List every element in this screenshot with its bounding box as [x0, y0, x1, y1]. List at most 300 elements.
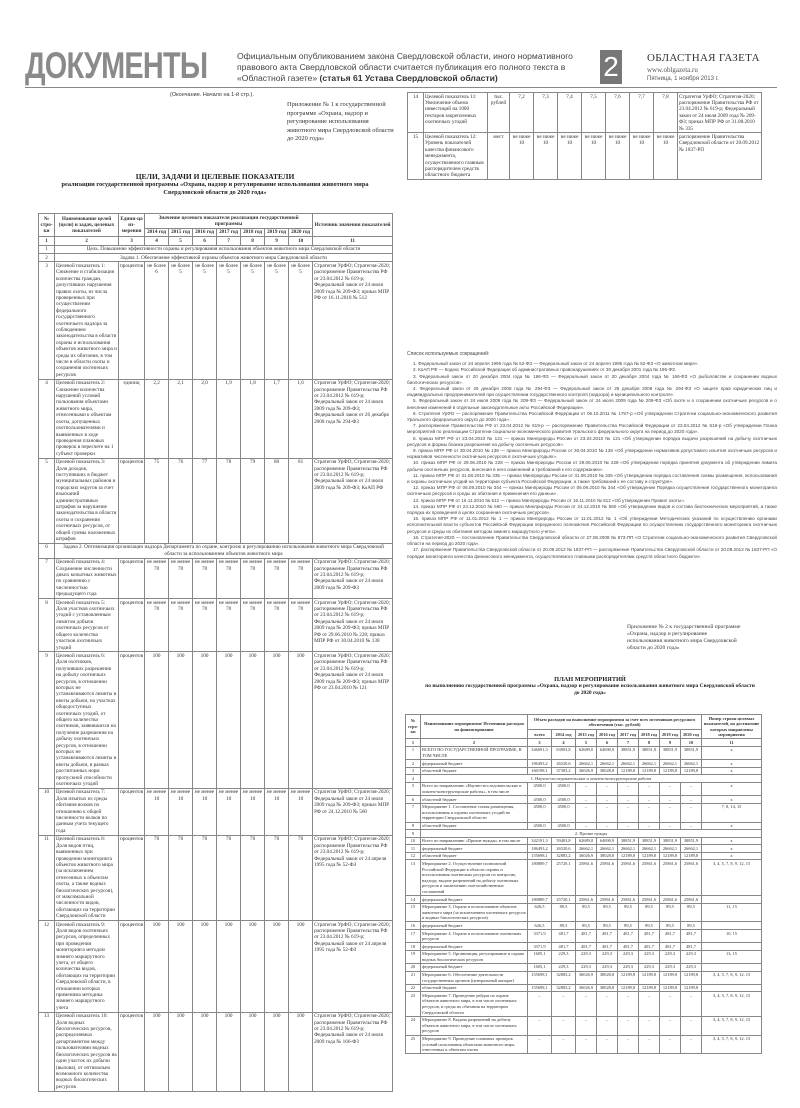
expense-value: 89,5 [552, 903, 576, 922]
table-row [406, 860, 762, 896]
indicator-value: 70 [193, 835, 217, 920]
row-number: 17 [406, 930, 421, 943]
table-row [39, 262, 393, 379]
row-number: 16 [406, 922, 421, 930]
expense-value: 36026,9 [576, 984, 597, 992]
indicator-value: 70 [289, 835, 313, 920]
indicator-value: не более 5 [241, 262, 265, 379]
indicator-value: 7,5 [582, 93, 606, 133]
row-number: 6 [406, 796, 421, 804]
abbreviation-item: 15. приказ МПР РФ от 11.01.2012 № 1 — приказ Минприроды России от 11.01.2012 № 1 «Об утверждении Методических указаний по осуществлению органами исполнительной власти субъектов Российской Федерации переданного полномочия Российской Федерации по осуществлению государственного мониторинга охотничьих ресурсов и среды их обитания методом зимнего маршрутного учета». [407, 516, 777, 534]
table-row [406, 822, 762, 830]
source: Стратегия УрФО; Стратегия-2020; распоряжение Правительства РФ от 23.04.2012 № 619-р; Федеральный закон от 24 июля 2009 года № 209-ФЗ [313, 558, 393, 598]
source: Стратегия УрФО; Стратегия-2020; распоряжение Правительства РФ от 23.04.2012 № 619-р; Федеральный закон от 24 июля 2009 года № 209-ФЗ; приказ МПР РФ от 16.11.2010 № 512 [313, 262, 393, 379]
activity-name: федеральный бюджет [421, 896, 528, 904]
indicator-value: не ниже 10 [510, 133, 534, 180]
row-number: 8 [39, 599, 55, 652]
expense-value: 481,7 [660, 930, 681, 943]
expense-value: – [552, 1035, 576, 1054]
expense-value: 12189,8 [681, 767, 702, 775]
expense-value: – [576, 1016, 597, 1035]
indicator-value: 2,2 [145, 379, 169, 458]
row-number: 5 [39, 458, 55, 543]
col-header-year: 2017 год [217, 228, 241, 236]
unit: процентов [119, 835, 145, 920]
col-number: 6 [597, 739, 618, 747]
abbreviation-item: 1. Федеральный закон от 24 апреля 1995 года № 52-ФЗ — Федеральный закон от 24 апреля 1995 года № 52-ФЗ «О животном мире». [413, 361, 699, 367]
indicator-value: не менее 70 [217, 558, 241, 598]
row-number: 1 [39, 245, 55, 253]
row-number: 4 [39, 379, 55, 458]
indicator-value: 100 [193, 921, 217, 1013]
indicator-value: 100 [217, 921, 241, 1013]
row-number: 10 [39, 788, 55, 835]
indicator-value: 7,8 [654, 93, 678, 133]
row-number: 18 [406, 943, 421, 951]
table-row [408, 133, 762, 180]
expense-value: 36026,9 [576, 852, 597, 860]
activity-name: федеральный бюджет [421, 845, 528, 853]
annex1-title-block [30, 172, 400, 197]
expense-value: – [552, 1016, 576, 1035]
source: Стратегия УрФО; Стратегия-2020; распоряжение Правительства РФ от 23.04.2012 № 619-р; Федеральный закон от 24 июля 2009 года № 166-ФЗ [313, 1012, 393, 1091]
col-header-year: 2019 год [265, 228, 289, 236]
expense-value: – [639, 1035, 660, 1054]
expense-value: – [660, 822, 681, 830]
expense-value: – [660, 782, 681, 795]
abbreviation-item: 11. приказ МПР РФ от 31.08.2010 № 335 — приказ Минприроды России от 31.08.2010 № 335 «Об утверждении порядка составления схемы размещения, использования и охраны охотничьих угодий на территории субъекта Российской Федерации, а также требований к ее составу и структуре». [407, 472, 777, 485]
row-number: 14 [408, 93, 424, 133]
expense-value: 481,7 [681, 943, 702, 951]
publication-notice [237, 51, 597, 84]
expense-value: 38028,8 [597, 852, 618, 860]
table-row [406, 1016, 762, 1035]
masthead [25, 45, 777, 88]
expense-value: 229,3 [681, 950, 702, 963]
table-row [406, 803, 762, 822]
table-row [406, 984, 762, 992]
expense-value: – [681, 1035, 702, 1054]
table-row [406, 767, 762, 775]
col-number: 3 [528, 739, 552, 747]
expense-value: 12189,8 [639, 984, 660, 992]
abbreviations-list [407, 351, 777, 560]
expense-value: – [681, 1016, 702, 1035]
section-row [406, 775, 762, 783]
indicator-name: Целевой показатель 8: Доля видов птиц, выявленных при проведении мониторинга объектов животного мира (за исключением отнесенных к объектам охоты, а также водных биологических ресурсов), от максимальной численности видов, обитающих на территории Свердловской области [55, 835, 119, 920]
expense-value: 25861,6 [681, 896, 702, 904]
expense-value: – [576, 1035, 597, 1054]
expense-value: 12189,8 [639, 767, 660, 775]
indicator-value: 7,3 [534, 93, 558, 133]
activity-name: областной бюджет [421, 767, 528, 775]
indicator-value: не менее 10 [169, 788, 193, 835]
col-header-year: всего [528, 730, 552, 739]
expense-value: 89,5 [576, 903, 597, 922]
col-number: 2 [55, 237, 119, 245]
expense-value: 26662,1 [639, 845, 660, 853]
indicator-value: 2,1 [169, 379, 193, 458]
expense-value: 26662,1 [681, 845, 702, 853]
expense-value: – [618, 782, 639, 795]
col-header-year: 2020 год [289, 228, 313, 236]
expense-value: 4500,0 [552, 822, 576, 830]
annex2-caption: Приложение № 2 к государственной программе «Охрана, надзор и регулирование использования животного мира Свердловской области до 2020 года» [627, 624, 741, 651]
abbreviation-item: 10. приказ МПР РФ от 29.06.2010 № 228 — приказ Минприроды России от 29.06.2010 № 228 «Об утверждении порядка принятия документа об утверждении лимита добычи охотничьих ресурсов, внесения в него изменений и требований к его содержанию». [407, 460, 777, 472]
expense-value: 229,3 [597, 963, 618, 971]
row-number: 15 [406, 903, 421, 922]
source: Стратегия УрФО; Стратегия-2020; распоряжение Правительства РФ от 23.04.2012 № 619-р; Федеральный закон от 24 июля 2009 года № 209-ФЗ; приказ МПР РФ от 29.06.2010 № 228; приказ МПР РФ от 30.04.2010 № 138 [313, 599, 393, 652]
indicator-value: 81 [289, 458, 313, 543]
indicator-value: 100 [145, 1012, 169, 1091]
expense-value: 481,7 [552, 943, 576, 951]
expense-value: 3371,9 [528, 930, 552, 943]
expense-value: 4500,0 [552, 796, 576, 804]
row-number: 3 [406, 767, 421, 775]
target-rows [702, 922, 762, 930]
source: Стратегия УрФО; Стратегия-2020; распоряжение Правительства РФ от 23.04.2012 № 619-р; Федеральный закон от 24 июля 2009 года № 209-ФЗ; приказ МПР РФ от 23.04.2010 № 121 [313, 652, 393, 789]
annex2-title: ПЛАН МЕРОПРИЯТИЙ [554, 676, 626, 683]
indicator-value: не менее 70 [193, 558, 217, 598]
col-header-source: Источник значения показателей [313, 214, 393, 237]
indicator-value: не менее 70 [265, 558, 289, 598]
expense-value: 38851,9 [639, 837, 660, 845]
abbreviations-heading: Список используемых сокращений: [407, 351, 490, 357]
abbreviation-item: 12. приказ МПР РФ от 06.09.2010 № 344 — приказ Минприроды России от 06.09.2010 № 344 «Об утверждении Порядка осуществления государственного мониторинга охотничьих ресурсов и среды их обитания и применения его данных». [407, 485, 777, 497]
expense-value: 481,7 [576, 943, 597, 951]
row-number: 21 [406, 971, 421, 984]
activity-name: областной бюджет [421, 984, 528, 992]
col-header-no: № стро-ки [406, 715, 421, 739]
activity-name: областной бюджет [421, 852, 528, 860]
expense-value: 481,7 [597, 943, 618, 951]
target-rows: х [702, 767, 762, 775]
indicator-value: 100 [265, 921, 289, 1013]
indicator-value: 100 [169, 652, 193, 789]
expense-value: 229,3 [660, 950, 681, 963]
newspaper-url[interactable]: www.oblgazeta.ru [647, 66, 698, 74]
row-number: 13 [39, 1012, 55, 1091]
col-header-year: 2016 год [193, 228, 217, 236]
abbreviation-item: 16. Стратегия-2020 — постановление Правительства Свердловской области от 27.08.2008 № 873-ПП «О Стратегии социально-экономического развития Свердловской области на период до 2020 года». [407, 534, 777, 547]
col-header-year: 2016 год [597, 730, 618, 739]
indicator-value: 100 [145, 652, 169, 789]
expense-value: – [597, 822, 618, 830]
expense-value: – [597, 992, 618, 1016]
col-number: 8 [241, 237, 265, 245]
table-row [406, 746, 762, 759]
expense-value: 229,3 [660, 963, 681, 971]
expense-value: 25861,6 [597, 860, 618, 896]
col-header-volume: Объем расходов на выполнение мероприятия за счет всех источников ресурсного обеспечения (тыс. рублей) [528, 715, 702, 730]
activity-name: Мероприятие 5. Организация, регулирование и охрана водных биологических ресурсов [421, 950, 528, 963]
table-row [39, 558, 393, 598]
row-number: 6 [39, 543, 55, 558]
expense-value: 89,5 [597, 903, 618, 922]
col-number: 5 [576, 739, 597, 747]
indicator-value: 100 [169, 1012, 193, 1091]
row-number: 7 [39, 558, 55, 598]
expense-value: 89,5 [639, 922, 660, 930]
indicator-value: не менее 10 [265, 788, 289, 835]
target-rows: 11, 15 [702, 903, 762, 922]
indicator-value: 70 [241, 835, 265, 920]
abbreviation-item: 6. Стратегия УрФО — распоряжение Правительства Российской Федерации от 06.10.2011 № 1757-р «Об утверждении Стратегии социально-экономического развития Уральского федерального округа до 2020 года». [407, 410, 777, 423]
expense-value: 12189,8 [618, 852, 639, 860]
expense-value: 186493,2 [528, 760, 552, 768]
expense-value: – [681, 796, 702, 804]
col-number: 1 [39, 237, 55, 245]
expense-value: 25861,6 [639, 860, 660, 896]
indicator-value: не менее 70 [193, 599, 217, 652]
expense-value: – [597, 803, 618, 822]
row-number: 15 [408, 133, 424, 180]
annex2-subtitle: по выполнению государственной программы «Охрана, надзор и регулирование использования животного мира Свердловской области до 2020 года» [425, 683, 755, 696]
col-header-year: 2014 год [552, 730, 576, 739]
expense-value: 3371,9 [528, 943, 552, 951]
table-row [408, 93, 762, 133]
source: распоряжение Правительства Свердловской области от 20.09.2012 № 1837-РП [678, 133, 762, 180]
abbreviation-item: 8. приказ МПР РФ от 23.04.2010 № 121 — приказ Минприроды России от 23.04.2010 № 121 «Об утверждении порядка выдачи разрешений на добычу охотничьих ресурсов и формы бланка разрешения на добычу охотничьих ресурсов». [407, 435, 777, 447]
indicator-value: не ниже 10 [654, 133, 678, 180]
unit: мест [488, 133, 510, 180]
indicator-value: не менее 70 [241, 599, 265, 652]
expense-value: 4500,0 [528, 803, 552, 822]
expense-value: 26662,1 [639, 760, 660, 768]
expense-value: 26662,1 [597, 845, 618, 853]
expense-value: 12189,8 [681, 971, 702, 984]
activity-name: Мероприятие 4. Охрана и использование охотничьих ресурсов [421, 930, 528, 943]
expense-value: 229,3 [576, 950, 597, 963]
indicator-value: 100 [265, 652, 289, 789]
expense-value: 25861,6 [618, 896, 639, 904]
table-row [406, 950, 762, 963]
expense-value: 481,7 [639, 930, 660, 943]
indicator-value: 1,9 [217, 379, 241, 458]
row-number: 24 [406, 1016, 421, 1035]
expense-value: – [618, 1016, 639, 1035]
activity-name: Мероприятие 9. Проведение плановых проверок условий пользования объектами животного мира, отнесенных к объектам охоты [421, 1035, 528, 1054]
indicator-name: Целевой показатель 4: Сохранение численности диких копытных животных по сравнению с численностью предыдущего года [56, 559, 117, 598]
indicator-value: 100 [193, 652, 217, 789]
indicator-value: 100 [289, 921, 313, 1013]
expense-value: 26662,1 [660, 760, 681, 768]
table-row [39, 835, 393, 920]
expense-value: 38028,8 [597, 984, 618, 992]
expense-value: – [528, 1016, 552, 1035]
annex1-caption: Приложение № 1 к государственной программе «Охрана, надзор и регулирование использования животного мира Свердловской области до 2020 года» [287, 101, 394, 142]
expense-value: 1605,1 [528, 963, 552, 971]
table-row [406, 963, 762, 971]
row-number: 19 [406, 950, 421, 963]
expense-value: – [618, 822, 639, 830]
indicator-name: Целевой показатель 1: Снижение и стабилизация количества граждан, допустивших нарушения правил охоты, из числа проверенных при осуществлении федерального государственного охотничьего надзора за соблюдением законодательства в области охраны и использования объектов животного мира и среды их обитания, в том числе в области охоты и сохранения охотничьих ресурсов [56, 262, 117, 378]
expense-value: – [681, 803, 702, 822]
expense-value: – [528, 1035, 552, 1054]
section-title: 1. Научно-исследовательские и опытно-конструкторские работы [421, 775, 762, 783]
table-row [406, 760, 762, 768]
table-row [406, 971, 762, 984]
row-number: 11 [406, 845, 421, 853]
expense-value: – [681, 992, 702, 1016]
unit: процентов [119, 1012, 145, 1091]
col-header-name: Наименование целей (цели) и задач, целевых показателей [55, 214, 119, 237]
col-number: 11 [702, 739, 762, 747]
row-number: 12 [406, 852, 421, 860]
expense-value: 481,7 [660, 943, 681, 951]
expense-value: – [639, 822, 660, 830]
expense-value: – [660, 803, 681, 822]
expense-value: 25720,1 [552, 896, 576, 904]
target-rows: 10, 15 [702, 930, 762, 943]
expense-value: – [660, 796, 681, 804]
row-number: 7 [406, 803, 421, 822]
expense-value: 89,5 [618, 922, 639, 930]
expense-value: 229,3 [597, 950, 618, 963]
expense-value: 89,5 [681, 922, 702, 930]
target-rows: х [702, 822, 762, 830]
expense-value: 229,3 [552, 963, 576, 971]
indicator-name: Целевой показатель 12: Уровень показателей качества финансового менеджмента, осуществляемого главным распорядителем средств областного бюджета [424, 133, 488, 180]
expense-value: 481,7 [576, 930, 597, 943]
indicator-value: не менее 70 [169, 558, 193, 598]
expense-value: 4500,0 [528, 796, 552, 804]
row-number: 11 [39, 835, 55, 920]
indicator-value: 1,8 [241, 379, 265, 458]
expense-value: 25861,6 [618, 860, 639, 896]
unit: единиц [119, 379, 145, 458]
row-number: 9 [39, 652, 55, 789]
expense-value: 25861,6 [576, 896, 597, 904]
expense-value: 32883,2 [552, 971, 576, 984]
activity-name: федеральный бюджет [421, 922, 528, 930]
expense-value: 346691,3 [528, 746, 552, 759]
table-row [406, 943, 762, 951]
expense-value: 89,5 [576, 922, 597, 930]
indicator-name: Целевой показатель 5: Доля участков охотничьих угодий с установленным лимитом добычи охотничьих ресурсов от общего количества участков охотничьих угодий [55, 599, 119, 652]
target-rows: 13, 15 [702, 950, 762, 963]
abbreviation-item: 7. распоряжение Правительства РФ от 23.04.2012 № 619-р — распоряжение Правительства Российской Федерации от 23.04.2012 № 619-р «Об утверждении Плана мероприятий по реализации Стратегии социально-экономического развития Уральского федерального округа на период до 2020 года». [407, 423, 777, 435]
col-number: 5 [169, 237, 193, 245]
expense-value: 36026,9 [576, 767, 597, 775]
indicator-value: не менее 70 [241, 558, 265, 598]
row-number: 20 [406, 963, 421, 971]
table-row [406, 1035, 762, 1054]
expense-value: 26662,1 [618, 760, 639, 768]
target-rows: х [702, 845, 762, 853]
expense-value: 481,7 [597, 930, 618, 943]
expense-value: – [552, 992, 576, 1016]
col-header-year: 2018 год [639, 730, 660, 739]
col-header-year: 2020 год [681, 730, 702, 739]
indicator-value: 78 [217, 458, 241, 543]
notice-bold: (статья 61 Устава Свердловской области) [319, 73, 498, 83]
row-number: 5 [406, 782, 421, 795]
expense-value: 89,5 [552, 922, 576, 930]
expense-value: 64690,9 [597, 746, 618, 759]
target-rows [702, 963, 762, 971]
expense-value: – [597, 796, 618, 804]
indicator-name: Целевой показатель 6: Доля охотников, получивших разрешения на добычу охотничьих ресурсов, в отношении которых не устанавливаются лимиты и квоты добычи, на участках общедоступных охотничьих угодий, от общего количества охотников, заявившихся на получение разрешения на добычу охотничьих ресурсов, в отношении которых не устанавливаются лимиты и квоты добычи, в рамках рассчитанных норм пропускной способности охотничьих угодий [55, 652, 119, 789]
section-row [39, 245, 393, 253]
indicator-name: Целевой показатель 3: Доля доходов, поступивших в бюджет муниципальных районов и городских округов за счет взысканий административных штрафов за нарушение законодательства в области охоты и сохранения охотничьих ресурсов, от общей суммы наложенных штрафов [55, 458, 119, 543]
expense-value: 155698,1 [528, 971, 552, 984]
indicator-value: 1,7 [265, 379, 289, 458]
activity-name: Всего по направлению «Прочие нужды» в том числе [421, 837, 528, 845]
activity-name: Мероприятие 6. Обеспечение деятельности государственных органов (центральный аппарат) [421, 971, 528, 984]
indicator-value: 77 [193, 458, 217, 543]
expense-value: 4500,0 [528, 822, 552, 830]
expense-value: 89,5 [660, 903, 681, 922]
indicator-value: не менее 10 [217, 788, 241, 835]
expense-value: – [576, 822, 597, 830]
indicator-value: не менее 70 [265, 599, 289, 652]
table-row [406, 930, 762, 943]
expense-value: 186493,2 [528, 845, 552, 853]
col-number: 9 [660, 739, 681, 747]
indicator-value: 2,0 [193, 379, 217, 458]
expense-value: – [639, 796, 660, 804]
table-row [39, 921, 393, 1013]
expense-value: – [576, 796, 597, 804]
indicator-value: 100 [193, 1012, 217, 1091]
target-rows [702, 984, 762, 992]
table-row [39, 379, 393, 458]
indicator-value: 79 [241, 458, 265, 543]
table-row [406, 796, 762, 804]
expense-value: – [618, 796, 639, 804]
indicator-name: Целевой показатель 9: Доля видов охотничьих ресурсов, определенных при проведении мониторинга методом зимнего маршрутного учета, от общего количества видов, обитающих на территории Свердловской области, в отношении которых применима методика зимнего маршрутного учета [55, 921, 119, 1013]
indicator-value: 80 [265, 458, 289, 543]
col-number: 2 [421, 739, 528, 747]
section-row [39, 543, 393, 558]
indicator-value: 100 [241, 1012, 265, 1091]
expense-value: 38851,9 [660, 746, 681, 759]
expense-value: 1605,1 [528, 950, 552, 963]
expense-value: 38028,8 [597, 767, 618, 775]
indicator-value: 75 [145, 458, 169, 543]
table-row [406, 845, 762, 853]
expense-value: 12189,8 [618, 971, 639, 984]
table-row [406, 903, 762, 922]
expense-value: – [639, 992, 660, 1016]
col-header-year: 2014 год [145, 228, 169, 236]
unit: тыс. рублей [488, 93, 510, 133]
indicator-value: 100 [145, 921, 169, 1013]
indicator-value: не ниже 10 [534, 133, 558, 180]
annex2-title-block [405, 676, 775, 697]
expense-value: 229,3 [552, 950, 576, 963]
indicator-value: не менее 10 [145, 788, 169, 835]
activity-name: федеральный бюджет [421, 963, 528, 971]
expense-value: 481,7 [552, 930, 576, 943]
expense-value: – [681, 822, 702, 830]
indicator-value: 70 [217, 835, 241, 920]
col-header-target: Номер строки целевых показателей, на достижение которых направлены мероприятия [702, 715, 762, 739]
col-number: 10 [681, 739, 702, 747]
unit: процентов [119, 599, 145, 652]
expense-value: 38851,9 [681, 837, 702, 845]
row-number: 12 [39, 921, 55, 1013]
expense-value: 89,5 [681, 903, 702, 922]
action-plan-table [405, 714, 762, 1054]
expense-value: 12189,8 [660, 852, 681, 860]
annex1-subtitle: реализации государственной программы «Охрана, надзор и регулирование использования животного мира Свердловской области до 2020 года» [61, 181, 369, 196]
unit: процентов [119, 652, 145, 789]
target-rows: х [702, 837, 762, 845]
expense-value: – [576, 803, 597, 822]
expense-value: 12189,8 [660, 984, 681, 992]
